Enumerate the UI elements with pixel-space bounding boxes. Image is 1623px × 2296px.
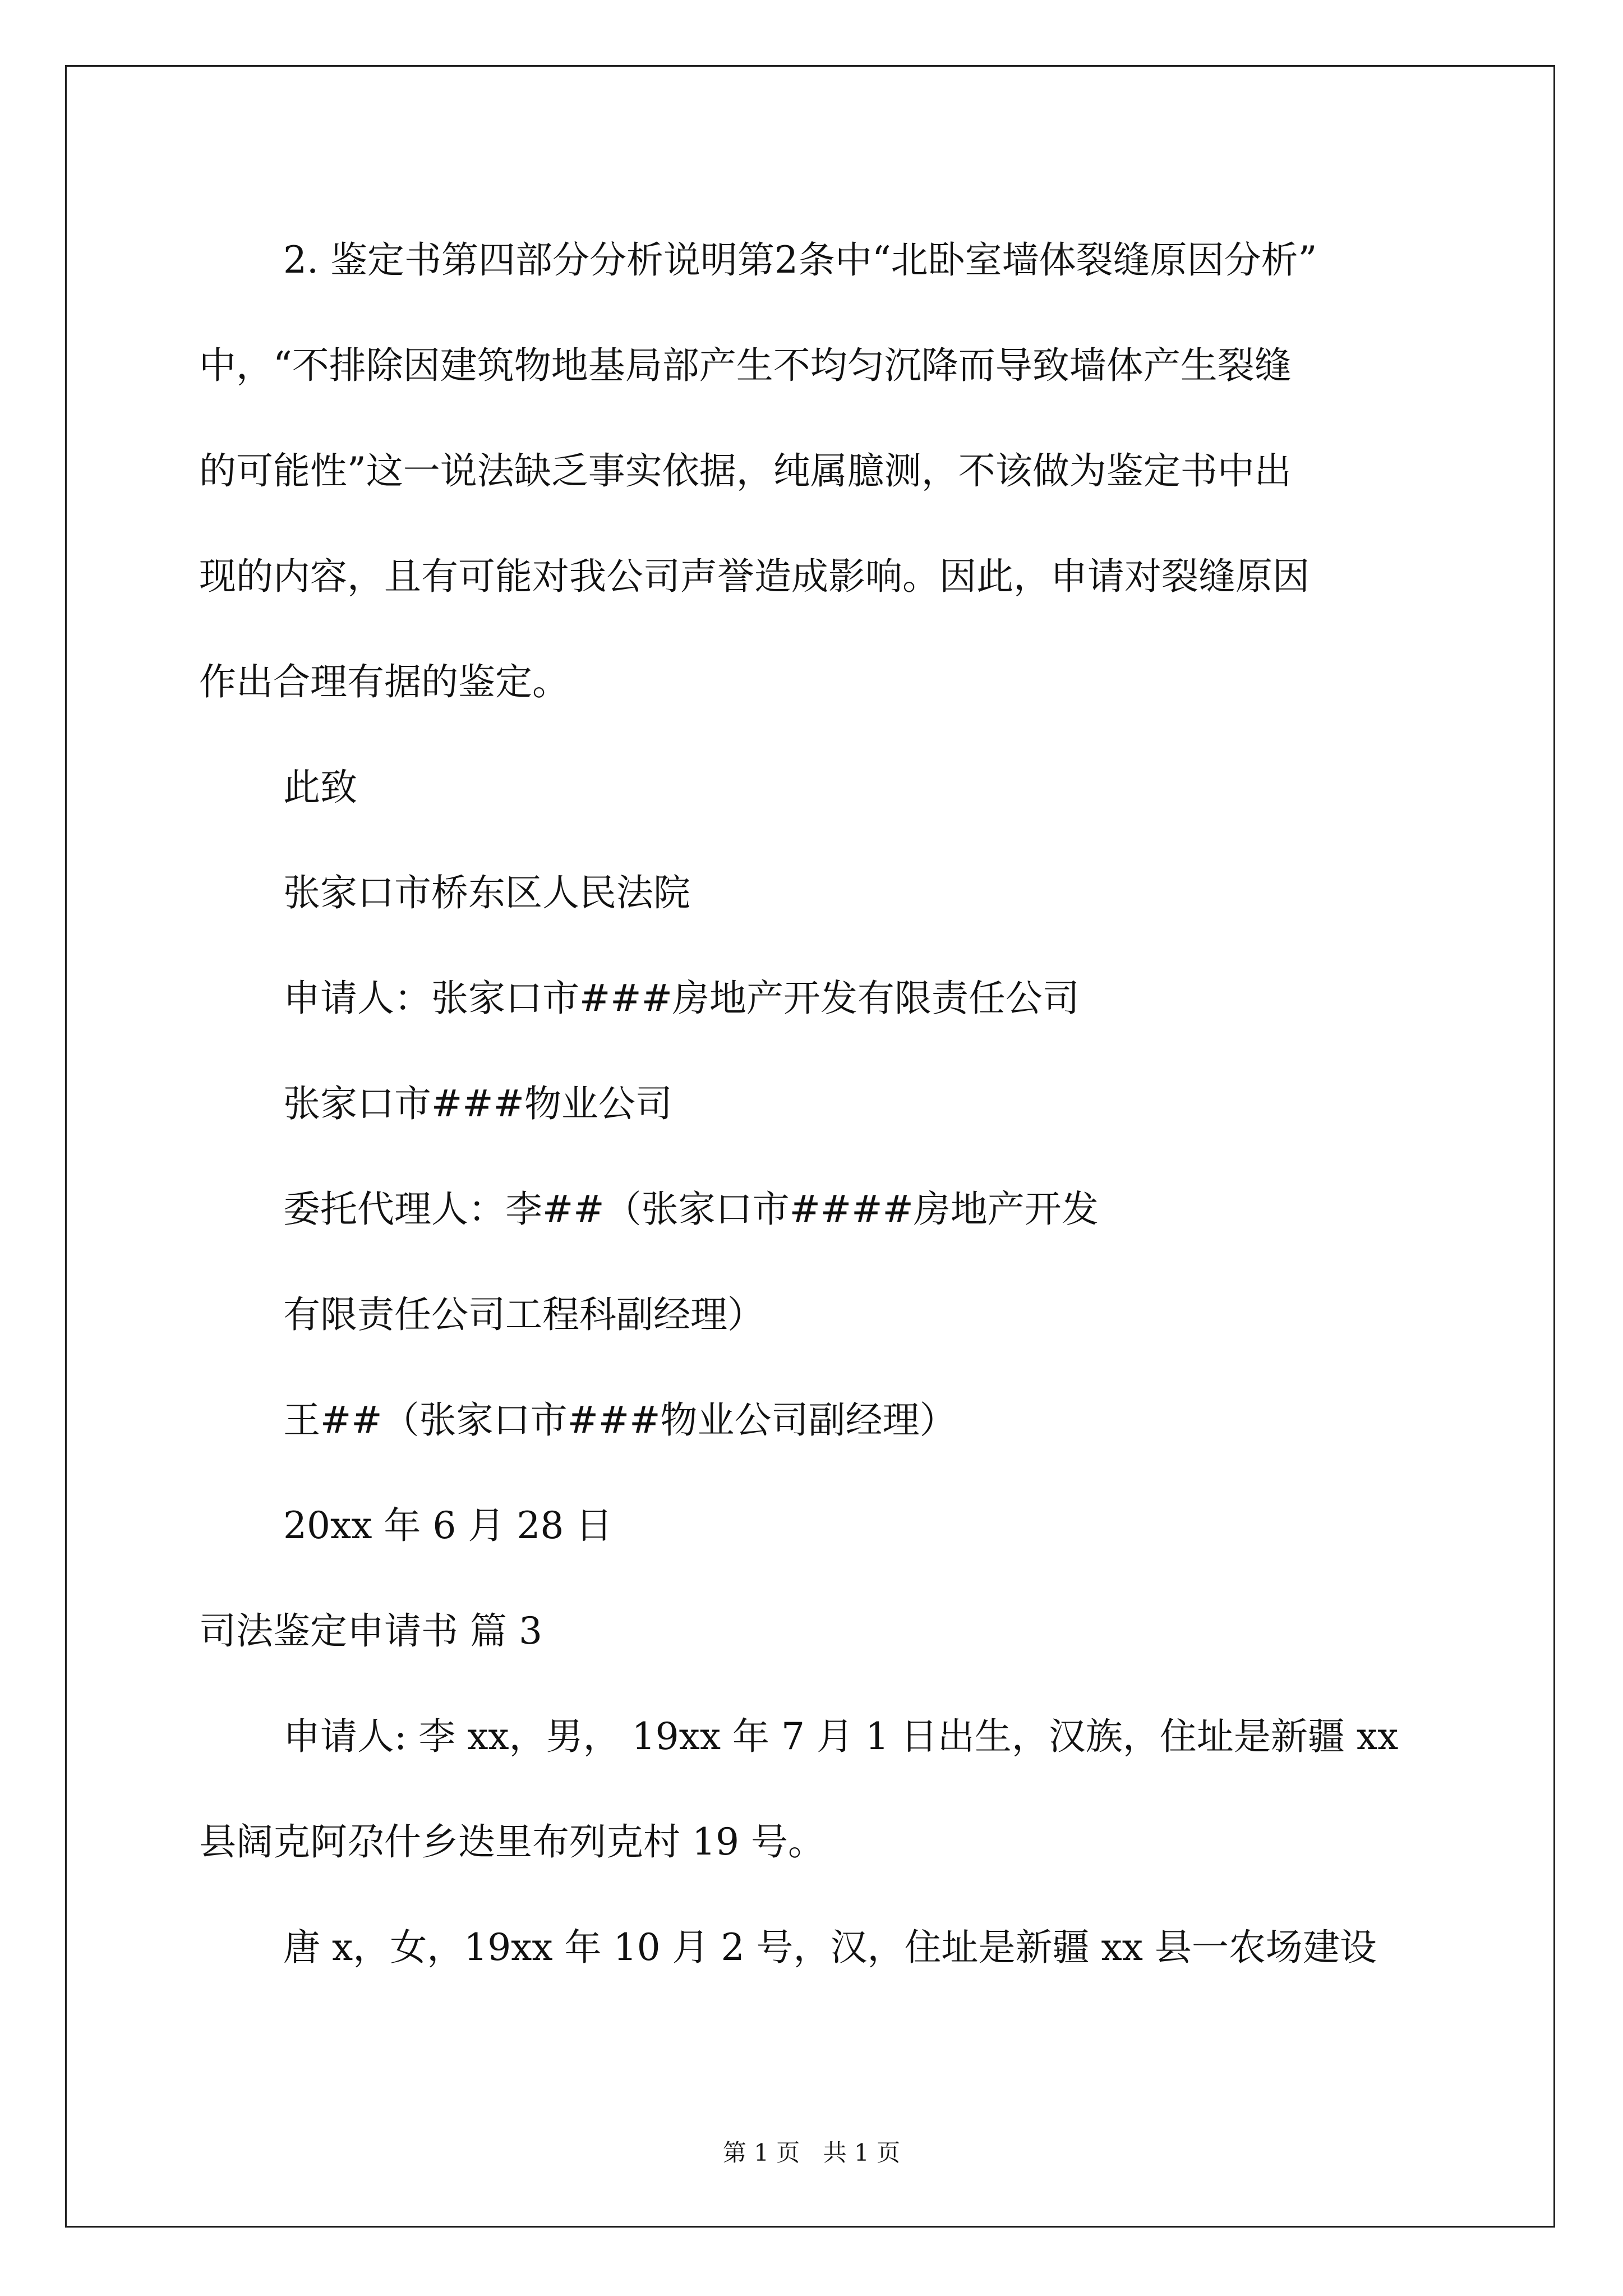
- applicant-line: 张家口市###物业公司: [283, 1082, 672, 1125]
- text-line: 申请人: 李 xx，男， 19xx 年 7 月 1 日出生，汉族，住址是新疆 xx: [283, 1715, 1399, 1758]
- text-line: 县阔克阿尕什乡迭里布列克村 19 号。: [199, 1820, 825, 1864]
- page-total: 共 1 页: [823, 2139, 901, 2166]
- text-line: 唐 x，女，19xx 年 10 月 2 号，汉，住址是新疆 xx 县一农场建设: [283, 1926, 1377, 1969]
- document-body: [199, 208, 1461, 2000]
- text-line: 2. 鉴定书第四部分分析说明第2条中“北卧室墙体裂缝原因分析”: [283, 238, 1317, 282]
- applicant-line: 申请人：张家口市###房地产开发有限责任公司: [283, 977, 1080, 1020]
- salutation: 此致: [283, 766, 357, 809]
- text-line: 的可能性”这一说法缺乏事实依据，纯属臆测，不该做为鉴定书中出: [199, 449, 1292, 493]
- agent-line: 有限责任公司工程科副经理）: [283, 1293, 764, 1336]
- text-line: 现的内容，且有可能对我公司声誉造成影响。因此，申请对裂缝原因: [199, 555, 1310, 598]
- text-line: 中，“不排除因建筑物地基局部产生不均匀沉降而导致墙体产生裂缝: [199, 344, 1292, 387]
- page-number: 第 1 页: [722, 2139, 800, 2166]
- agent-line: 委托代理人：李##（张家口市####房地产开发: [283, 1188, 1099, 1231]
- page-footer: [0, 2134, 1623, 2168]
- section-heading: 司法鉴定申请书 篇 3: [199, 1609, 542, 1653]
- agent-line: 王##（张家口市###物业公司副经理）: [283, 1398, 957, 1442]
- date-line: 20xx 年 6 月 28 日: [283, 1504, 613, 1547]
- addressee: 张家口市桥东区人民法院: [283, 871, 690, 914]
- text-line: 作出合理有据的鉴定。: [199, 660, 569, 703]
